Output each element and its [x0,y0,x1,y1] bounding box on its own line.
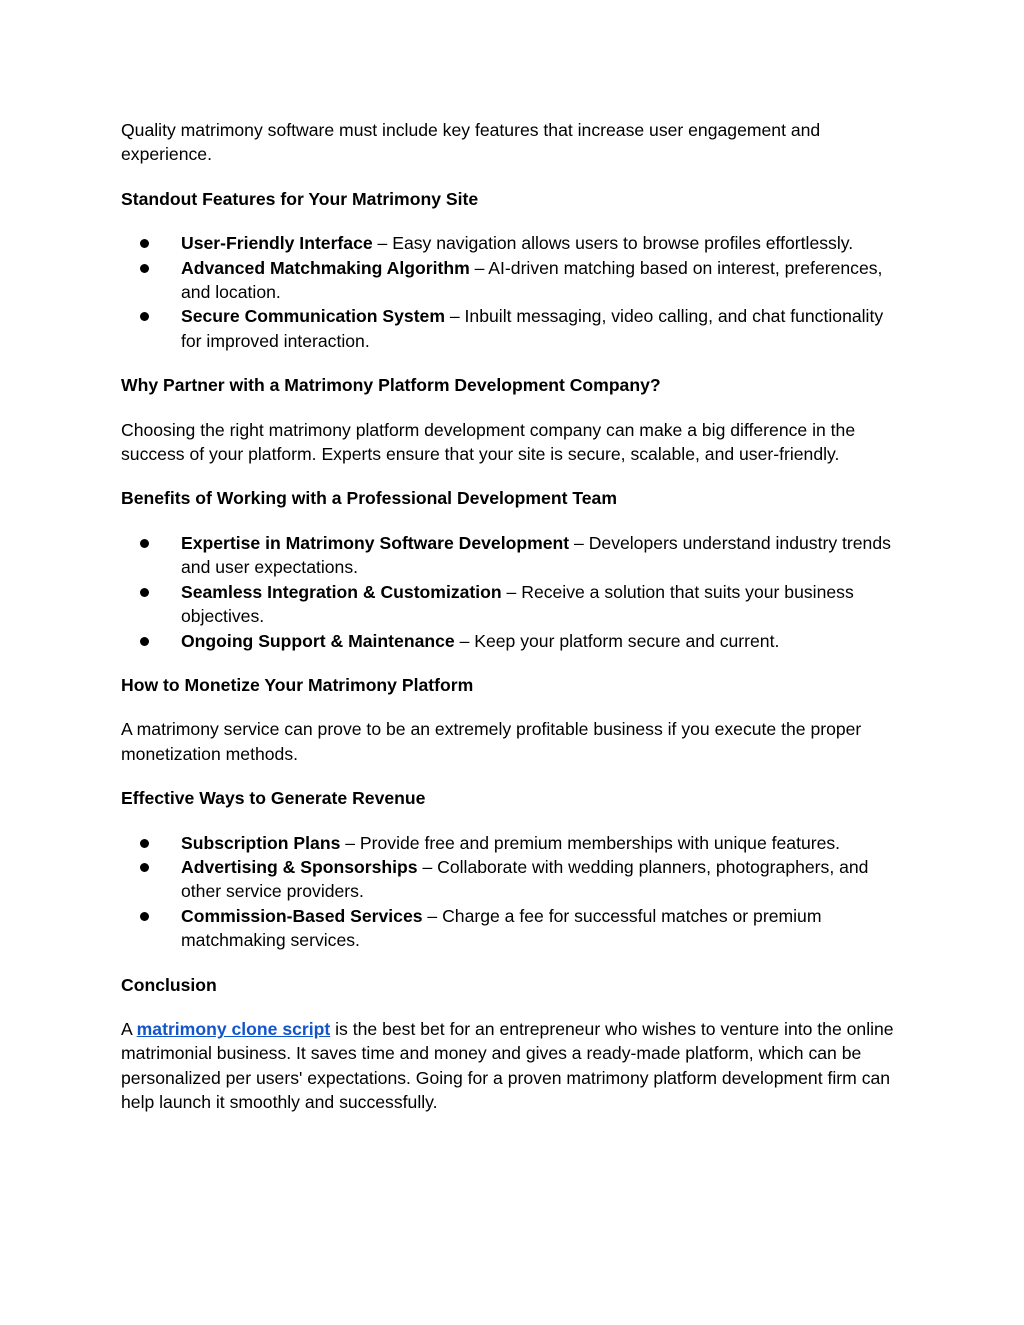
list-item-title: Ongoing Support & Maintenance [181,630,455,651]
benefits-heading: Benefits of Working with a Professional Development Team [121,488,617,509]
list-item [121,531,904,580]
conclusion-paragraph [121,1017,904,1115]
bullet-icon [140,588,149,597]
bullet-icon [140,312,149,321]
list-item-title: Expertise in Matrimony Software Development [181,532,570,553]
bullet-icon [140,839,149,848]
list-item-text: – AI-driven matching based on interest, preferences, and location. [181,257,883,303]
list-item [121,231,904,255]
bullet-icon [140,539,149,548]
list-item [121,304,904,353]
list-item-text: – Developers understand industry trends and user expectations. [181,532,891,578]
bullet-icon [140,863,149,872]
bullet-icon [140,239,149,248]
conclusion-prefix: A [121,1018,137,1039]
list-item-text: – Provide free and premium memberships with unique features. [340,832,841,853]
list-item [121,629,904,653]
list-item [121,831,904,855]
bullet-icon [140,264,149,273]
why-partner-paragraph: Choosing the right matrimony platform development company can make a big difference in the success of your platform. Experts ensure that your site is secure, scalable, and user-friendly. [121,419,856,465]
list-item [121,904,904,953]
revenue-list [121,831,904,953]
list-item-text: – Easy navigation allows users to browse profiles effortlessly. [372,233,854,254]
list-item-title: Subscription Plans [181,832,341,853]
why-partner-heading: Why Partner with a Matrimony Platform Development Company? [121,375,661,396]
revenue-heading: Effective Ways to Generate Revenue [121,788,426,809]
list-item-text: – Collaborate with wedding planners, photographers, and other service providers. [181,856,869,902]
conclusion-heading: Conclusion [121,974,217,995]
list-item-title: Advertising & Sponsorships [181,856,418,877]
list-item-title: Commission-Based Services [181,905,423,926]
list-item [121,855,904,904]
monetize-paragraph: A matrimony service can prove to be an extremely profitable business if you execute the proper monetization methods. [121,719,862,764]
list-item [121,256,904,305]
list-item-title: User-Friendly Interface [181,233,373,254]
intro-paragraph: Quality matrimony software must include key features that increase user engagement and experience. [121,120,821,165]
list-item-text: – Inbuilt messaging, video calling, and chat functionality for improved interaction. [181,306,884,351]
features-heading: Standout Features for Your Matrimony Site [121,188,479,209]
bullet-icon [140,637,149,646]
conclusion-suffix: is the best bet for an entrepreneur who wishes to venture into the online matrimonial business. It saves time and money and gives a ready-made platform, which can be personalized per users' expectations. Going for a proven matrimony platform development firm can help launch it smoothly and successfully. [121,1018,894,1113]
list-item-text: – Charge a fee for successful matches or premium matchmaking services. [181,905,822,951]
list-item [121,580,904,629]
list-item-title: Advanced Matchmaking Algorithm [181,257,470,278]
bullet-icon [140,912,149,921]
list-item-text: – Receive a solution that suits your business objectives. [181,581,854,627]
benefits-list [121,531,904,653]
matrimony-clone-script-link[interactable]: matrimony clone script [136,1018,331,1039]
list-item-title: Secure Communication System [181,306,445,327]
list-item-title: Seamless Integration & Customization [181,581,502,602]
monetize-heading: How to Monetize Your Matrimony Platform [121,674,474,695]
list-item-text: – Keep your platform secure and current. [454,630,780,651]
features-list [121,231,904,353]
